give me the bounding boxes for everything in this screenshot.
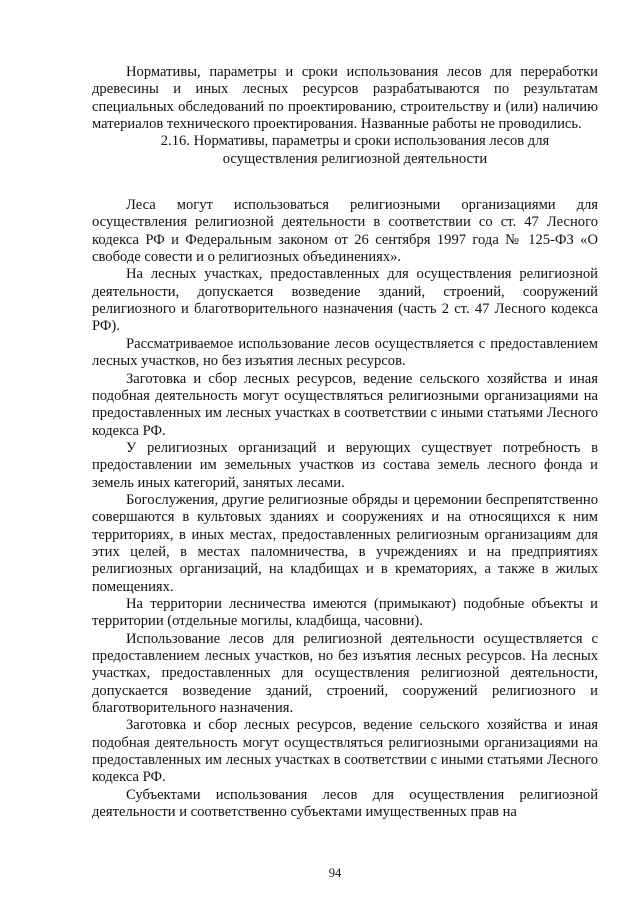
heading-spacer bbox=[92, 168, 598, 197]
paragraph-subjects: Субъектами использования лесов для осуществления религиозной деятельности и соответственно субъектами имущественных прав на bbox=[92, 786, 598, 821]
paragraph-resource-harvesting-repeat: Заготовка и сбор лесных ресурсов, ведение сельского хозяйства и иная подобная деятельность могут осуществляться религиозными организациями на предоставленных им лесных участках в соответствии с иными статьями Лесного кодекса РФ. bbox=[92, 717, 598, 786]
section-heading: 2.16. Нормативы, параметры и сроки использования лесов для осуществления религиозной деятельности bbox=[160, 133, 550, 167]
paragraph-religious-use: Использование лесов для религиозной деятельности осуществляется с предоставлением лесных участков, но без изъятия лесных ресурсов. На лесных участках, предоставленных для осуществления религиозной деятельности, допускается возведение зданий, строений, сооружений религиозного и благотворительного назначения. bbox=[92, 630, 598, 717]
intro-paragraph: Нормативы, параметры и сроки использования лесов для переработки древесины и иных лесных ресурсов разрабатываются по результатам специальных обследований по проектированию, строительству и (или) наличию материалов технического проектирования. Названные работы не проводились. bbox=[92, 64, 598, 133]
paragraph-local-objects: На территории лесничества имеются (примыкают) подобные объекты и территории (отдельные могилы, кладбища, часовни). bbox=[92, 595, 598, 630]
paragraph-use-conditions: Рассматриваемое использование лесов осуществляется с предоставлением лесных участков, но без изъятия лесных ресурсов. bbox=[92, 335, 598, 370]
paragraph-building-permission: На лесных участках, предоставленных для осуществления религиозной деятельности, допускается возведение зданий, строений, сооружений религиозного и благотворительного назначения (часть 2 ст. 47 Лесного кодекса РФ). bbox=[92, 266, 598, 335]
paragraph-land-needs: У религиозных организаций и верующих существует потребность в предоставлении им земельных участков из состава земель лесного фонда и земель иных категорий, занятых лесами. bbox=[92, 439, 598, 491]
paragraph-legal-basis: Леса могут использоваться религиозными организациями для осуществления религиозной деятельности в соответствии со ст. 47 Лесного кодекса РФ и Федеральным законом от 26 сентября 1997 года № 125-ФЗ «О свободе совести и о религиозных объединениях». bbox=[92, 197, 598, 266]
page-body bbox=[92, 64, 598, 821]
paragraph-resource-harvesting: Заготовка и сбор лесных ресурсов, ведение сельского хозяйства и иная подобная деятельность могут осуществляться религиозными организациями на предоставленных им лесных участках в соответствии с иными статьями Лесного кодекса РФ. bbox=[92, 370, 598, 439]
page-number: 94 bbox=[328, 866, 342, 880]
paragraph-worship-services: Богослужения, другие религиозные обряды и церемонии беспрепятственно совершаются в культовых зданиях и сооружениях и на относящихся к ним территориях, в иных местах, предоставленных религиозным организациям для этих целей, в местах паломничества, в учреждениях и на предприятиях религиозных организаций, на кладбищах и в крематориях, а также в жилых помещениях. bbox=[92, 491, 598, 595]
